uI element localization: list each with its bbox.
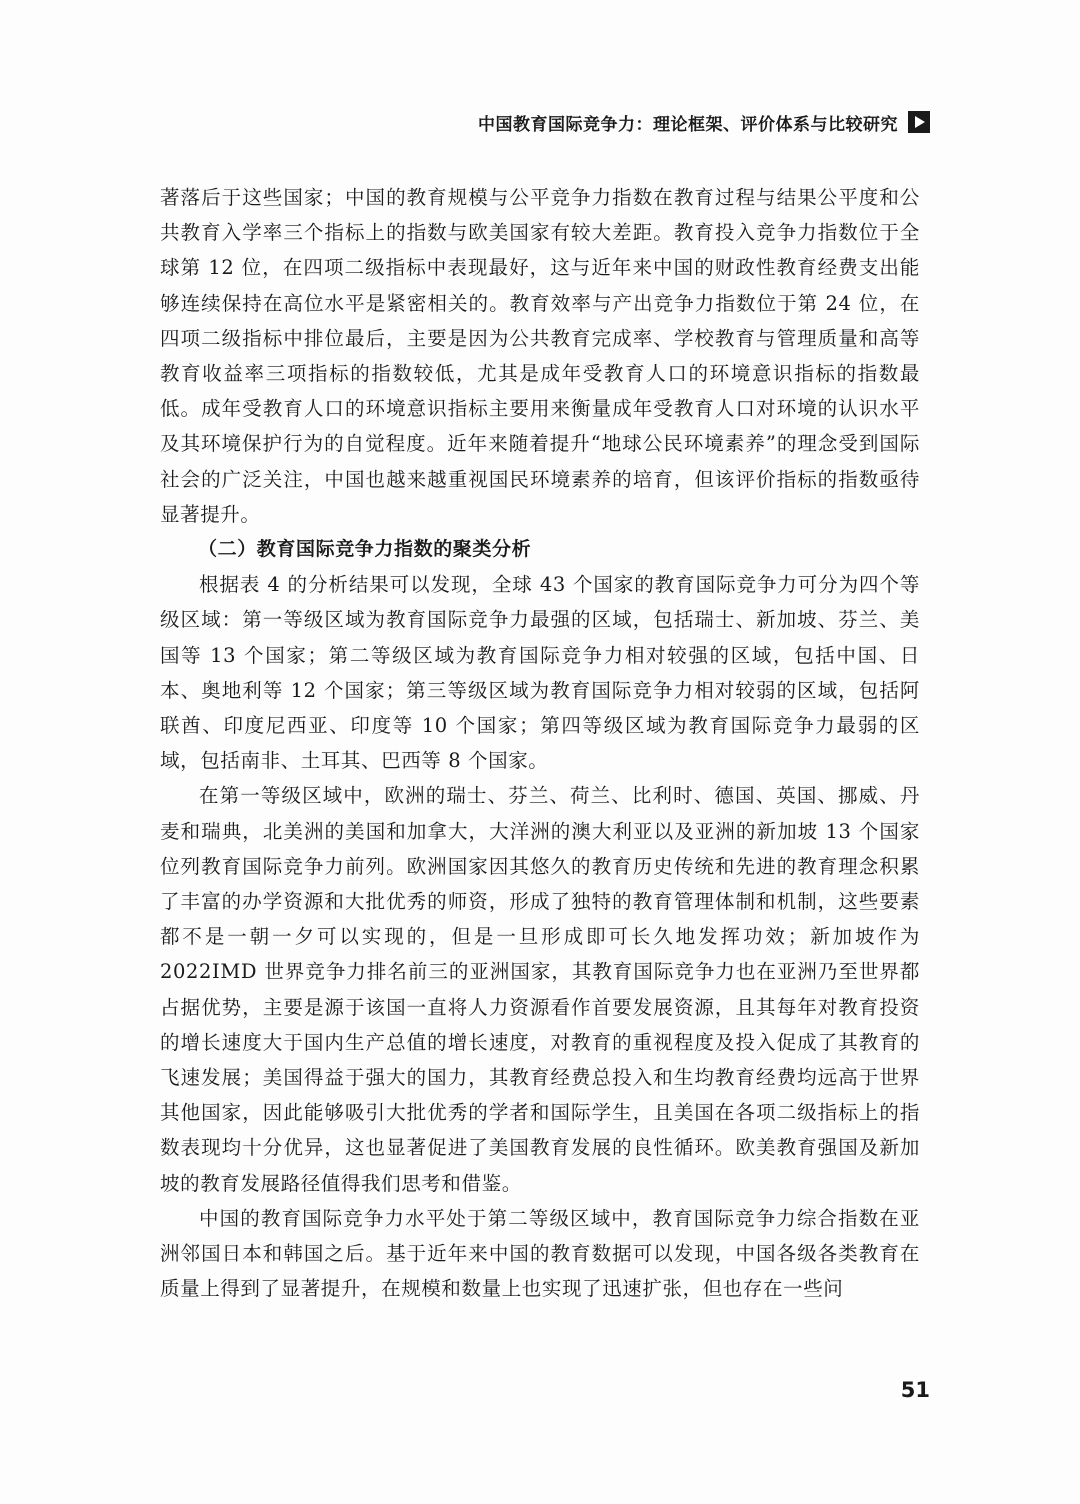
section-heading: （二）教育国际竞争力指数的聚类分析 [198, 538, 532, 561]
paragraph-continued: 著落后于这些国家；中国的教育规模与公平竞争力指数在教育过程与结果公平度和公共教育入学率三个指标上的指数与欧美国家有较大差距。教育投入竞争力指数位于全球第 12 位，在四项二级指标中表现最好，这与近年来中国的财政性教育经费支出能够连续保持在高位水平是紧密相关的。教育效率与产出竞争力指数位于第 24 位，在四项二级指标中排位最后，主要是因为公共教育完成率、学校教育与管理质量和高等教育收益率三项指标的指数较低，尤其是成年受教育人口的环境意识指标的指数最低。成年受教育人口的环境意识指标主要用来衡量成年受教育人口对环境的认识水平及其环境保护行为的自觉程度。近年来随着提升“地球公民环境素养”的理念受到国际社会的广泛关注，中国也越来越重视国民环境素养的培育，但该评价指标的指数亟待显著提升。 [160, 186, 920, 526]
body-text [160, 180, 920, 1307]
running-header [478, 108, 930, 136]
page-number: 51 [900, 1378, 930, 1402]
paragraph: 中国的教育国际竞争力水平处于第二等级区域中，教育国际竞争力综合指数在亚洲邻国日本和韩国之后。基于近年来中国的教育数据可以发现，中国各级各类教育在质量上得到了显著提升，在规模和数量上也实现了迅速扩张，但也存在一些问 [160, 1206, 920, 1301]
running-header-title: 中国教育国际竞争力：理论框架、评价体系与比较研究 [478, 114, 898, 135]
play-triangle-icon [908, 111, 930, 133]
paragraph: 在第一等级区域中，欧洲的瑞士、芬兰、荷兰、比利时、德国、英国、挪威、丹麦和瑞典，北美洲的美国和加拿大，大洋洲的澳大利亚以及亚洲的新加坡 13 个国家位列教育国际竞争力前列。欧洲国家因其悠久的教育历史传统和先进的教育理念积累了丰富的办学资源和大批优秀的师资，形成了独特的教育管理体制和机制，这些要素都不是一朝一夕可以实现的，但是一旦形成即可长久地发挥功效；新加坡作为 2022IMD 世界竞争力排名前三的亚洲国家，其教育国际竞争力也在亚洲乃至世界都占据优势，主要是源于该国一直将人力资源看作首要发展资源，且其每年对教育投资的增长速度大于国内生产总值的增长速度，对教育的重视程度及投入促成了其教育的飞速发展；美国得益于强大的国力，其教育经费总投入和生均教育经费均远高于世界其他国家，因此能够吸引大批优秀的学者和国际学生，且美国在各项二级指标上的指数表现均十分优异，这也显著促进了美国教育发展的良性循环。欧美教育强国及新加坡的教育发展路径值得我们思考和借鉴。 [160, 784, 920, 1195]
paragraph: 根据表 4 的分析结果可以发现，全球 43 个国家的教育国际竞争力可分为四个等级区域：第一等级区域为教育国际竞争力最强的区域，包括瑞士、新加坡、芬兰、美国等 13 个国家；第二等级区域为教育国际竞争力相对较强的区域，包括中国、日本、奥地利等 12 个国家；第三等级区域为教育国际竞争力相对较弱的区域，包括阿联酋、印度尼西亚、印度等 10 个国家；第四等级区域为教育国际竞争力最弱的区域，包括南非、土耳其、巴西等 8 个国家。 [160, 573, 920, 773]
